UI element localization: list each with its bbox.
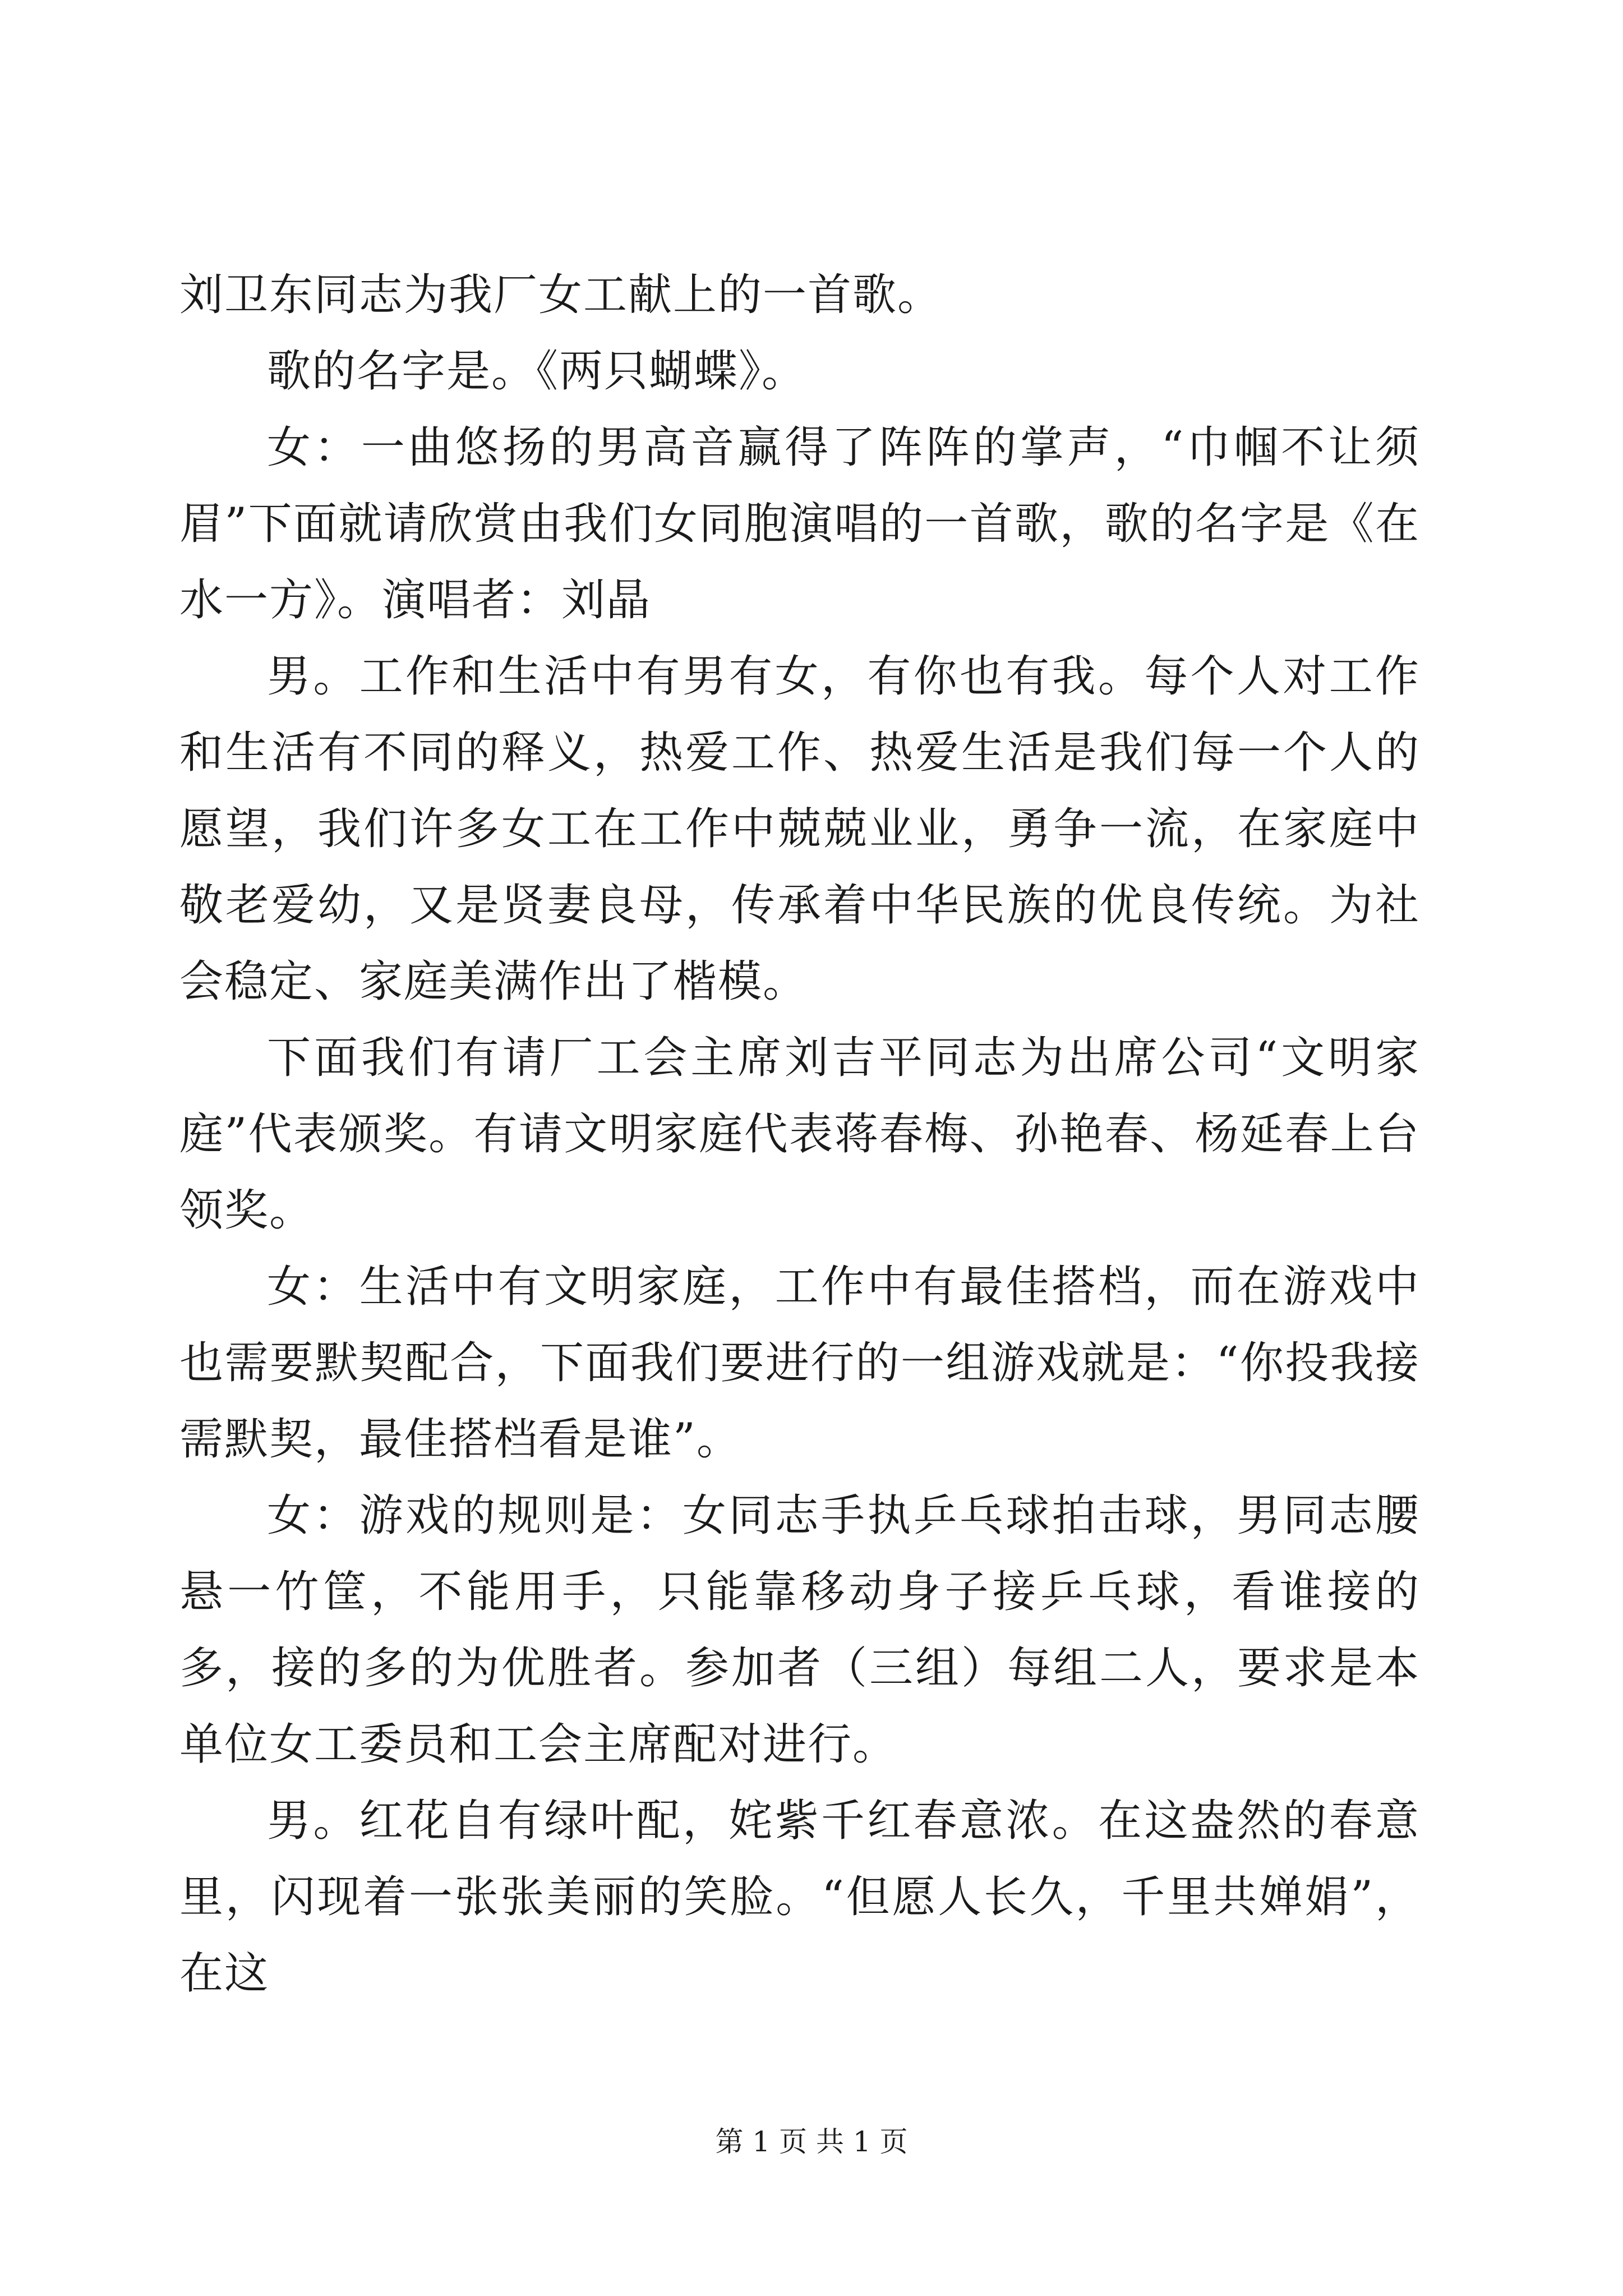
- paragraph: 女：生活中有文明家庭，工作中有最佳搭档，而在游戏中也需要默契配合，下面我们要进行的一组游戏就是：“你投我接需默契，最佳搭档看是谁”。: [179, 1262, 1420, 1465]
- paragraph: 下面我们有请厂工会主席刘吉平同志为出席公司“文明家庭”代表颁奖。有请文明家庭代表蒋春梅、孙艳春、杨延春上台领奖。: [179, 1033, 1420, 1236]
- paragraph: 男。红花自有绿叶配，姹紫千红春意浓。在这盎然的春意里，闪现着一张张美丽的笑脸。“但愿人长久，千里共婵娟”，在这: [179, 1796, 1420, 1999]
- paragraph: 女：游戏的规则是：女同志手执乒乓球拍击球，男同志腰悬一竹筐，不能用手，只能靠移动身子接乒乓球，看谁接的多，接的多的为优胜者。参加者（三组）每组二人，要求是本单位女工委员和工会主席配对进行。: [179, 1490, 1420, 1770]
- page-footer: 第 1 页 共 1 页: [715, 2125, 908, 2158]
- paragraph: 男。工作和生活中有男有女，有你也有我。每个人对工作和生活有不同的释义，热爱工作、热爱生活是我们每一个人的愿望，我们许多女工在工作中兢兢业业，勇争一流，在家庭中敬老爱幼，又是贤妻良母，传承着中华民族的优良传统。为社会稳定、家庭美满作出了楷模。: [179, 651, 1420, 1007]
- paragraph: 歌的名字是。《两只蝴蝶》。: [267, 346, 807, 397]
- paragraph: 刘卫东同志为我厂女工献上的一首歌。: [179, 270, 943, 320]
- paragraph: 女：一曲悠扬的男高音赢得了阵阵的掌声，“巾帼不让须眉”下面就请欣赏由我们女同胞演唱的一首歌，歌的名字是《在水一方》。演唱者：刘晶: [179, 422, 1420, 625]
- document-body: [179, 257, 1420, 2012]
